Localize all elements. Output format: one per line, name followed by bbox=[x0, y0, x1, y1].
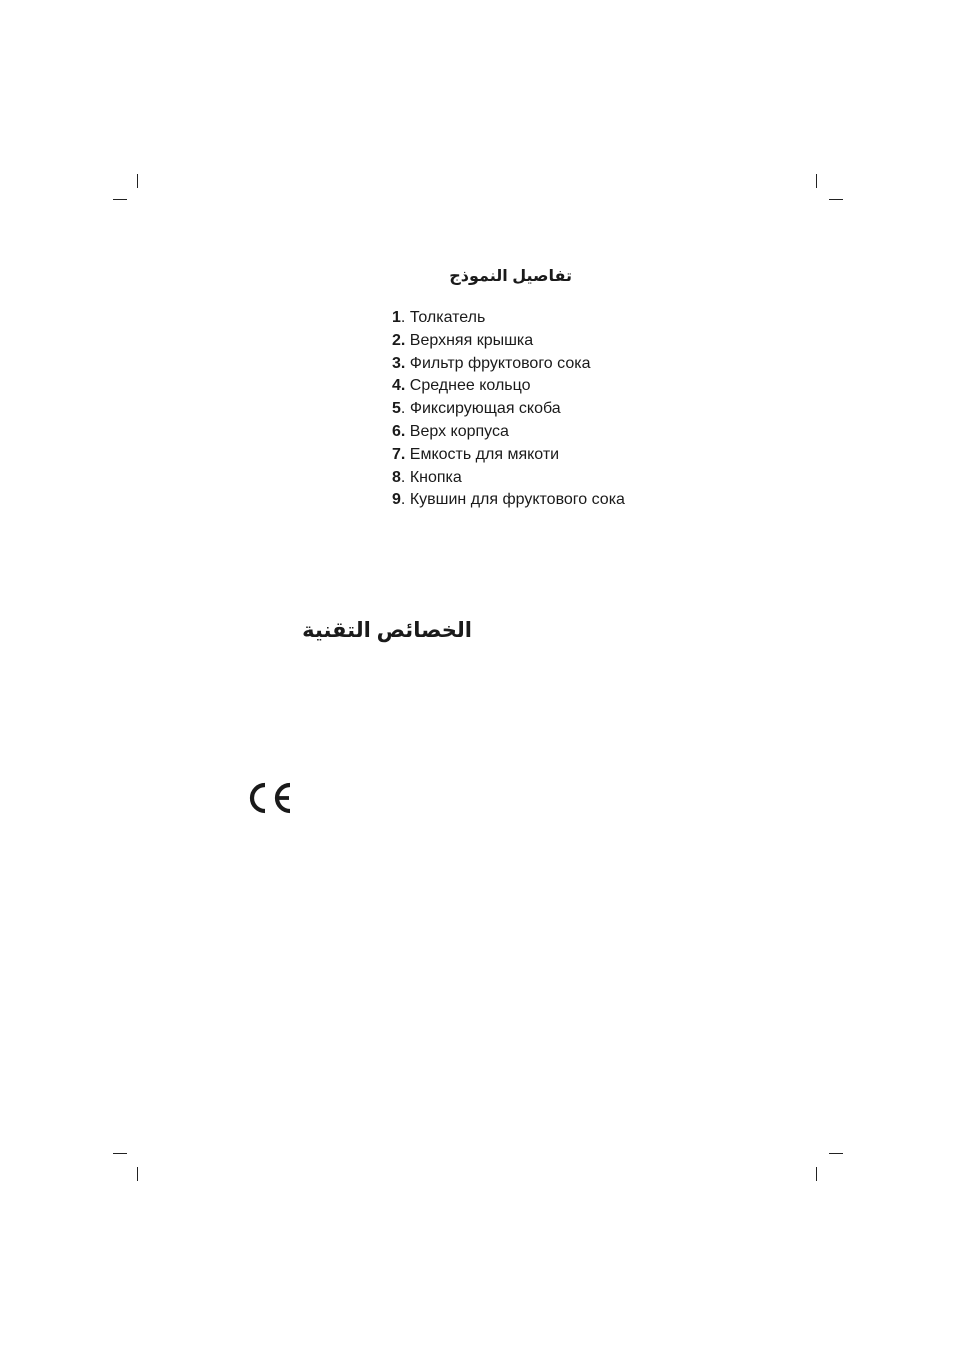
item-label: Емкость для мякоти bbox=[409, 445, 560, 463]
list-item: 1. Толкатель bbox=[392, 309, 486, 326]
item-label: Фиксирующая скоба bbox=[409, 400, 561, 418]
item-number: 8 bbox=[392, 468, 401, 486]
list-item: 5. Фиксирующая скоба bbox=[392, 400, 561, 418]
item-number: 7. bbox=[392, 445, 406, 463]
item-label: Фильтр фруктового сока bbox=[409, 354, 591, 372]
item-label: Толкатель bbox=[409, 309, 486, 326]
crop-mark-top-left-vertical bbox=[137, 174, 138, 188]
list-item bbox=[392, 375, 625, 398]
crop-mark-bottom-right-vertical bbox=[816, 1167, 817, 1181]
crop-mark-bottom-right-horizontal bbox=[829, 1153, 843, 1154]
crop-mark-top-left-horizontal bbox=[113, 199, 127, 200]
list-item bbox=[392, 444, 625, 467]
technical-specs-title: الخصائص التقنية bbox=[302, 619, 472, 642]
item-label: Верх корпуса bbox=[409, 422, 509, 440]
item-label: Кнопка bbox=[409, 468, 462, 486]
list-item bbox=[392, 353, 625, 376]
list-item bbox=[392, 421, 625, 444]
item-number: 4. bbox=[392, 377, 406, 395]
model-details-title: تفاصيل النموذج bbox=[449, 268, 572, 285]
item-number: 1 bbox=[392, 309, 401, 326]
parts-list bbox=[392, 307, 625, 512]
list-item: 8. Кнопка bbox=[392, 468, 462, 486]
item-number: 2. bbox=[392, 331, 406, 349]
item-number: 6. bbox=[392, 422, 406, 440]
item-number: 5 bbox=[392, 400, 401, 418]
crop-mark-top-right-vertical bbox=[816, 174, 817, 188]
crop-mark-bottom-left-horizontal bbox=[113, 1153, 127, 1154]
item-label: Среднее кольцо bbox=[409, 377, 531, 395]
item-number: 9 bbox=[392, 491, 401, 509]
crop-mark-bottom-left-vertical bbox=[137, 1167, 138, 1181]
list-item bbox=[392, 330, 625, 353]
list-item: 9. Кувшин для фруктового сока bbox=[392, 491, 625, 509]
item-label: Верхняя крышка bbox=[409, 331, 534, 349]
ce-mark-icon bbox=[246, 781, 294, 815]
crop-mark-top-right-horizontal bbox=[829, 199, 843, 200]
item-number: 3. bbox=[392, 354, 406, 372]
item-label: Кувшин для фруктового сока bbox=[409, 491, 625, 509]
